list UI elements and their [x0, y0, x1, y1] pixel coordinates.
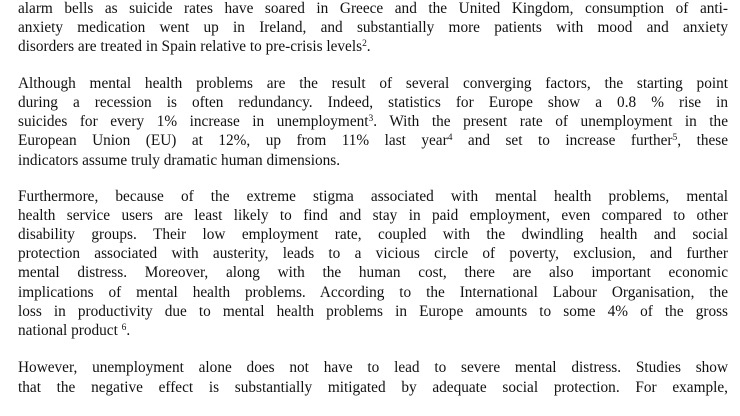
- paragraph-text: and set to increase further: [452, 132, 673, 149]
- paragraph-4-line: [18, 358, 728, 377]
- paragraph-1-line: [18, 18, 728, 37]
- paragraph-3-line: [18, 283, 728, 302]
- paragraph-text: protection associated with austerity, leads to a vicious circle of poverty, exclusion, and further: [18, 245, 728, 262]
- paragraph-text: .: [126, 322, 131, 339]
- paragraph-3-line: [18, 263, 728, 282]
- paragraph-text: .: [366, 38, 371, 55]
- paragraph-text: anxiety medication went up in Ireland, and substantially more patients with mood and anxiety: [18, 19, 728, 36]
- paragraph-text: loss in productivity due to mental health problems in Europe amounts to some 4% of the gross: [18, 303, 728, 320]
- paragraph-text: during a recession is often redundancy. Indeed, statistics for Europe show a 0.8 % rise in: [18, 94, 728, 111]
- paragraph-3-line: [18, 244, 728, 263]
- footnote-ref: 5: [672, 132, 678, 143]
- paragraph-text: indicators assume truly dramatic human dimensions.: [18, 152, 341, 169]
- paragraph-3-line: [18, 187, 728, 206]
- footnote-ref: 6: [121, 322, 127, 333]
- paragraph-2-line: [18, 112, 728, 131]
- paragraph-1-line: [18, 0, 728, 18]
- paragraph-text: mental distress. Moreover, along with the human cost, there are also important economic: [18, 264, 728, 281]
- paragraph-text: implications of mental health problems. According to the International Labour Organisation, the: [18, 284, 728, 301]
- paragraph-text: alarm bells as suicide rates have soared in Greece and the United Kingdom, consumption of anti-: [18, 0, 728, 17]
- paragraph-text: Although mental health problems are the result of several converging factors, the starting point: [18, 75, 728, 92]
- paragraph-text: that the negative effect is substantially mitigated by adequate social protection. For example,: [18, 379, 728, 396]
- paragraph-2-line: [18, 93, 728, 112]
- paragraph-text: Furthermore, because of the extreme stigma associated with mental health problems, mental: [18, 188, 728, 205]
- paragraph-text: health service users are least likely to find and stay in paid employment, even compared to other: [18, 207, 728, 224]
- paragraph-3-line: [18, 225, 728, 244]
- footnote-ref: 4: [447, 132, 453, 143]
- paragraph-text: national product: [18, 322, 122, 339]
- paragraph-2-line: [18, 151, 728, 170]
- paragraph-2-line: [18, 74, 728, 93]
- paragraph-1-line: [18, 37, 728, 56]
- paragraph-text: . With the present rate of unemployment in the: [373, 113, 728, 130]
- paragraph-text: suicides for every 1% increase in unemployment: [18, 113, 369, 130]
- footnote-ref: 3: [368, 113, 374, 124]
- footnote-ref: 2: [362, 38, 367, 49]
- paragraph-3-line: [18, 302, 728, 321]
- paragraph-3-line: [18, 321, 728, 340]
- paragraph-4-line: [18, 378, 728, 397]
- paragraph-text: disability groups. Their low employment rate, coupled with the dwindling health and social: [18, 226, 728, 243]
- paragraph-text: disorders are treated in Spain relative to pre-crisis levels: [18, 38, 363, 55]
- paragraph-text: However, unemployment alone does not have to lead to severe mental distress. Studies show: [18, 359, 728, 376]
- paragraph-text: , these: [677, 132, 728, 149]
- paragraph-3-line: [18, 206, 728, 225]
- paragraph-text: European Union (EU) at 12%, up from 11% last year: [18, 132, 448, 149]
- paragraph-2-line: [18, 131, 728, 150]
